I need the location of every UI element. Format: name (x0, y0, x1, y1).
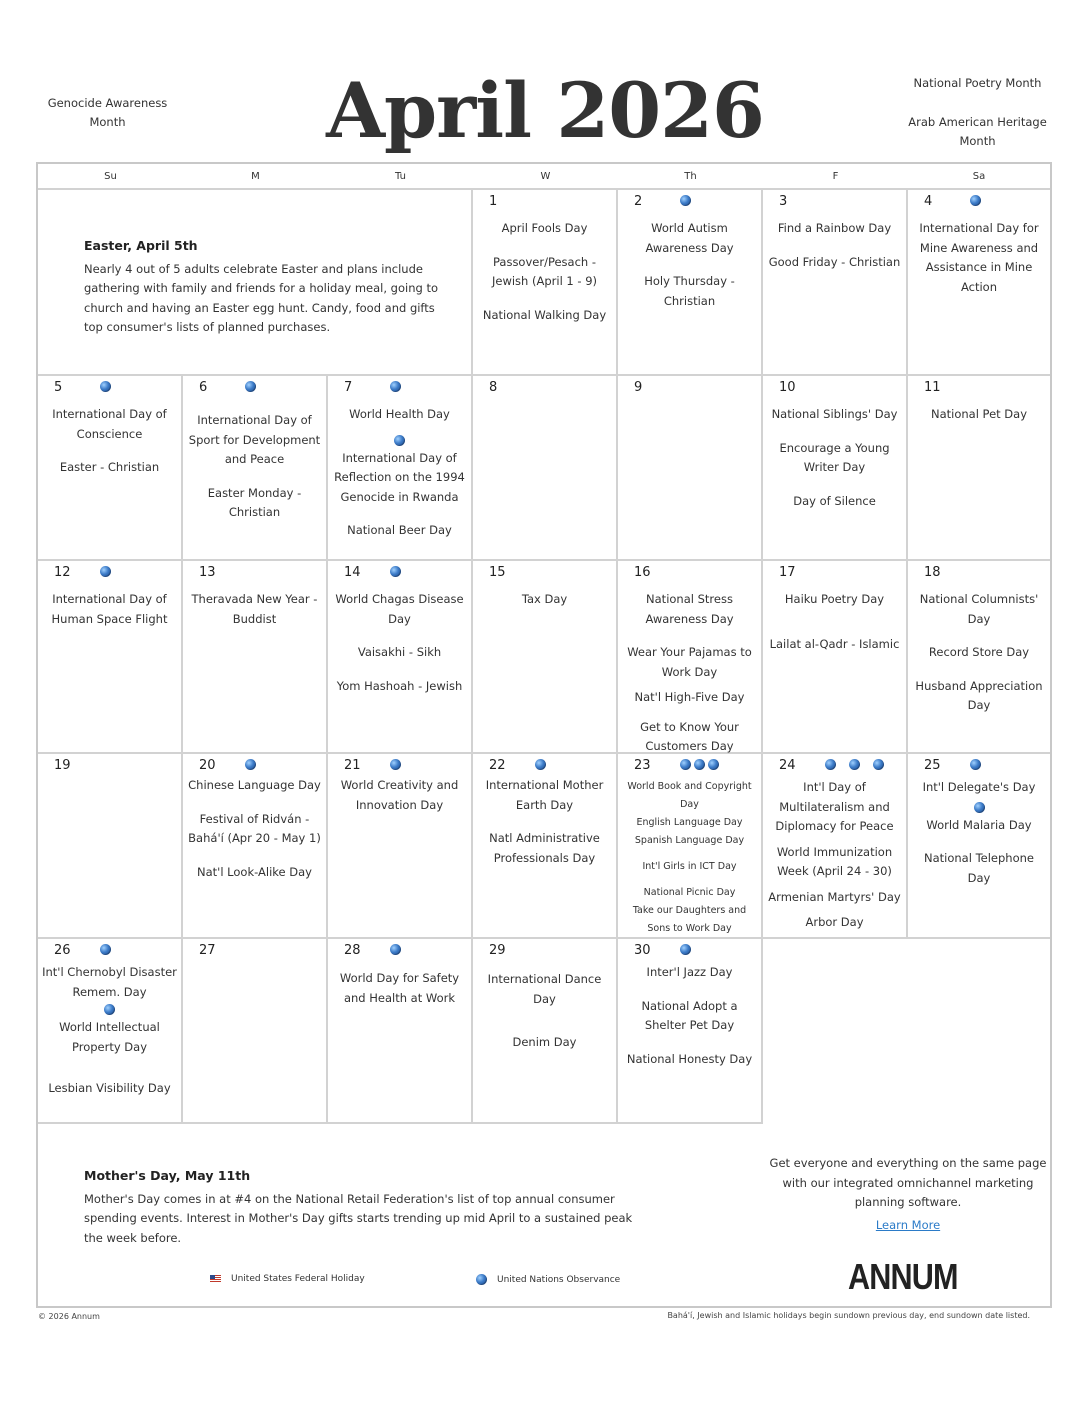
event: Vaisakhi - Sikh (357, 645, 442, 659)
legend-federal-label: United States Federal Holiday (231, 1274, 365, 1284)
un-globe-icon (680, 944, 691, 955)
event: International Day of Human Space Flight (51, 592, 168, 626)
event: English Language Day (636, 817, 743, 828)
event: World Day for Safety and Health at Work (339, 971, 460, 1005)
day-number: 29 (489, 943, 506, 958)
us-flag-icon (210, 1275, 221, 1283)
un-globe-icon (394, 435, 405, 446)
day-number: 27 (199, 943, 216, 958)
event: Nat'l High-Five Day (634, 690, 745, 704)
event: Find a Rainbow Day (777, 221, 892, 235)
day-cell-11 (908, 376, 1050, 561)
day-number: 28 (344, 943, 361, 958)
un-globe-icon (476, 1274, 487, 1285)
event: Passover/Pesach - Jewish (April 1 - 9) (491, 254, 597, 288)
month-observance-left: Genocide Awareness Month (47, 96, 168, 129)
day-number: 18 (924, 565, 941, 580)
weekday-w: W (473, 164, 618, 190)
day-number: 8 (489, 380, 498, 395)
un-globe-icon (100, 566, 111, 577)
easter-promo-title: Easter, April 5th (84, 238, 198, 253)
day-number: 30 (634, 943, 651, 958)
legend-un (476, 1274, 620, 1285)
event: World Autism Awareness Day (645, 221, 734, 255)
day-number: 15 (489, 565, 506, 580)
un-globe-icon (100, 944, 111, 955)
event: Int'l Girls in ICT Day (642, 861, 737, 872)
un-globe-icon (873, 759, 884, 770)
un-globe-icon (970, 759, 981, 770)
day-cell-13 (183, 561, 328, 754)
day-cell-29 (473, 939, 618, 1124)
event: National Columnists' Day (919, 592, 1039, 626)
day-cell-30 (618, 939, 763, 1124)
easter-promo-body: Nearly 4 out of 5 adults celebrate Easter and plans include gathering with family and friends for a holiday meal, going to church and having an Easter egg hunt. Candy, food and gifts top consumer's lists of planned purchases. (84, 261, 439, 334)
event: Nat'l Look-Alike Day (197, 864, 312, 879)
day-cell-17 (763, 561, 908, 754)
weekday-su: Su (38, 164, 183, 190)
event: National Walking Day (482, 307, 607, 322)
day-number: 13 (199, 565, 216, 580)
cta-text: Get everyone and everything on the same page with our integrated omnichannel marketing planning software. (769, 1156, 1047, 1209)
day-cell-9 (618, 376, 763, 561)
event: Arbor Day (805, 915, 864, 929)
day-number: 5 (54, 380, 63, 395)
event: National Stress Awareness Day (645, 592, 734, 626)
event: Encourage a Young Writer Day (779, 440, 890, 474)
mothers-day-promo (84, 1166, 654, 1248)
event: Festival of Ridván - Bahá'í (Apr 20 - May 1) (188, 811, 321, 845)
page-title: April 2026 (326, 66, 764, 155)
event: Denim Day (512, 1035, 577, 1049)
event: World Creativity and Innovation Day (340, 778, 459, 812)
event: National Adopt a Shelter Pet Day (641, 998, 738, 1032)
mothers-day-title: Mother's Day, May 11th (84, 1168, 251, 1183)
day-number: 3 (779, 194, 788, 209)
day-number: 2 (634, 194, 643, 209)
un-globe-icon (535, 759, 546, 770)
disclaimer: Bahá'í, Jewish and Islamic holidays begin sundown previous day, end sundown date listed. (667, 1311, 1030, 1320)
day-cell-6 (183, 376, 328, 561)
event: Easter Monday - Christian (207, 485, 302, 519)
day-cell-27 (183, 939, 328, 1124)
event: World Chagas Disease Day (335, 592, 464, 626)
event: World Malaria Day (926, 817, 1032, 832)
un-globe-icon (245, 759, 256, 770)
day-number: 14 (344, 565, 361, 580)
un-globe-icon (970, 195, 981, 206)
event: National Beer Day (347, 523, 452, 537)
day-number: 12 (54, 565, 71, 580)
event: International Mother Earth Day (485, 778, 604, 812)
month-observance-right-2: Arab American Heritage Month (908, 115, 1047, 148)
event: Int'l Day of Multilateralism and Diplomacy for Peace (775, 780, 894, 833)
event: Husband Appreciation Day (915, 678, 1043, 712)
event: Inter'l Jazz Day (646, 965, 733, 979)
day-number: 25 (924, 758, 941, 773)
day-cell-23 (618, 754, 763, 939)
event: Take our Daughters and Sons to Work Day (632, 905, 747, 934)
un-globe-icon (390, 759, 401, 770)
event: National Telephone Day (924, 851, 1034, 885)
un-globe-icon (974, 802, 985, 813)
event: Armenian Martyrs' Day (768, 889, 901, 904)
event: Int'l Delegate's Day (922, 780, 1036, 794)
day-number: 6 (199, 380, 208, 395)
un-globe-icon (390, 944, 401, 955)
easter-promo-cell (38, 190, 473, 376)
event: National Siblings' Day (771, 407, 898, 421)
event: Haiku Poetry Day (784, 592, 885, 606)
event: World Book and Copyright Day (627, 781, 752, 810)
un-globe-icon (708, 759, 719, 770)
day-cell-8 (473, 376, 618, 561)
day-cell-4 (908, 190, 1050, 376)
un-globe-icon (825, 759, 836, 770)
event: National Honesty Day (626, 1051, 753, 1066)
day-number: 21 (344, 758, 361, 773)
un-globe-icon (680, 195, 691, 206)
legend-un-label: United Nations Observance (497, 1274, 621, 1285)
day-number: 1 (489, 194, 498, 209)
event: Chinese Language Day (188, 778, 321, 792)
event: International Day of Reflection on the 1994 Genocide in Rwanda (334, 450, 465, 504)
day-number: 24 (779, 758, 796, 773)
event: World Immunization Week (April 24 - 30) (776, 844, 893, 878)
un-globe-icon (390, 566, 401, 577)
event: Good Friday - Christian (768, 254, 901, 269)
weekday-tu: Tu (328, 164, 473, 190)
event: Day of Silence (793, 493, 876, 508)
un-globe-icon (245, 381, 256, 392)
un-globe-icon (849, 759, 860, 770)
un-globe-icon (694, 759, 705, 770)
event: Holy Thursday - Christian (644, 274, 735, 308)
un-globe-icon (680, 759, 691, 770)
event: Get to Know Your Customers Day (640, 719, 739, 753)
day-number: 20 (199, 758, 216, 773)
day-cell-12 (38, 561, 183, 754)
day-cell-18 (908, 561, 1050, 754)
day-cell-16 (618, 561, 763, 754)
event: Record Store Day (928, 645, 1030, 659)
day-number: 7 (344, 380, 353, 395)
day-cell-7 (328, 376, 473, 561)
day-number: 11 (924, 380, 941, 395)
day-cell-5 (38, 376, 183, 561)
weekday-sa: Sa (908, 164, 1050, 190)
day-cell-26 (38, 939, 183, 1124)
event: National Pet Day (930, 407, 1028, 421)
day-cell-3 (763, 190, 908, 376)
event: World Health Day (349, 407, 450, 421)
event: Easter - Christian (59, 460, 160, 474)
calendar-grid (36, 162, 1052, 1308)
day-cell-2 (618, 190, 763, 376)
event: International Dance Day (487, 972, 602, 1006)
day-number: 16 (634, 565, 651, 580)
weekday-th: Th (618, 164, 763, 190)
un-globe-icon (100, 381, 111, 392)
event: Yom Hashoah - Jewish (336, 678, 463, 693)
event: Tax Day (521, 592, 568, 606)
event: Lailat al-Qadr - Islamic (769, 636, 900, 651)
event: Wear Your Pajamas to Work Day (627, 645, 752, 679)
event: Theravada New Year - Buddist (191, 592, 318, 626)
day-cell-24 (763, 754, 908, 939)
day-number: 4 (924, 194, 933, 209)
event: April Fools Day (501, 221, 588, 235)
annum-logo: ANNUM (848, 1256, 958, 1297)
legend-federal (210, 1274, 365, 1284)
weekday-m: M (183, 164, 328, 190)
event: International Day of Conscience (52, 407, 167, 441)
event: International Day for Mine Awareness and Assistance in Mine Action (919, 221, 1039, 294)
day-cell-14 (328, 561, 473, 754)
day-cell-28 (328, 939, 473, 1124)
weekday-f: F (763, 164, 908, 190)
day-number: 9 (634, 380, 643, 395)
event: Natl Administrative Professionals Day (489, 831, 600, 865)
day-cell-15 (473, 561, 618, 754)
day-cell-10 (763, 376, 908, 561)
day-number: 10 (779, 380, 796, 395)
un-globe-icon (390, 381, 401, 392)
event: Spanish Language Day (634, 835, 745, 846)
mothers-day-body: Mother's Day comes in at #4 on the National Retail Federation's list of top annual consumer spending events. Interest in Mother's Day gifts starts trending up mid April to a sustained peak the week before. (84, 1191, 633, 1245)
day-cell-22 (473, 754, 618, 939)
event: International Day of Sport for Development and Peace (188, 413, 321, 466)
day-number: 17 (779, 565, 796, 580)
learn-more-link[interactable]: Learn More (875, 1218, 941, 1232)
day-number: 26 (54, 943, 71, 958)
day-cell-25 (908, 754, 1050, 939)
event: Lesbian Visibility Day (48, 1081, 171, 1095)
day-number: 22 (489, 758, 506, 773)
event: Int'l Chernobyl Disaster Remem. Day (42, 965, 177, 999)
copyright: © 2026 Annum (38, 1312, 100, 1321)
day-cell-21 (328, 754, 473, 939)
day-cell-19 (38, 754, 183, 939)
event: World Intellectual Property Day (59, 1020, 160, 1054)
event: National Picnic Day (643, 887, 736, 898)
month-observance-right-1: National Poetry Month (913, 76, 1042, 90)
day-cell-20 (183, 754, 328, 939)
day-number: 19 (54, 758, 71, 773)
day-number: 23 (634, 758, 651, 773)
un-globe-icon (104, 1004, 115, 1015)
day-cell-1 (473, 190, 618, 376)
